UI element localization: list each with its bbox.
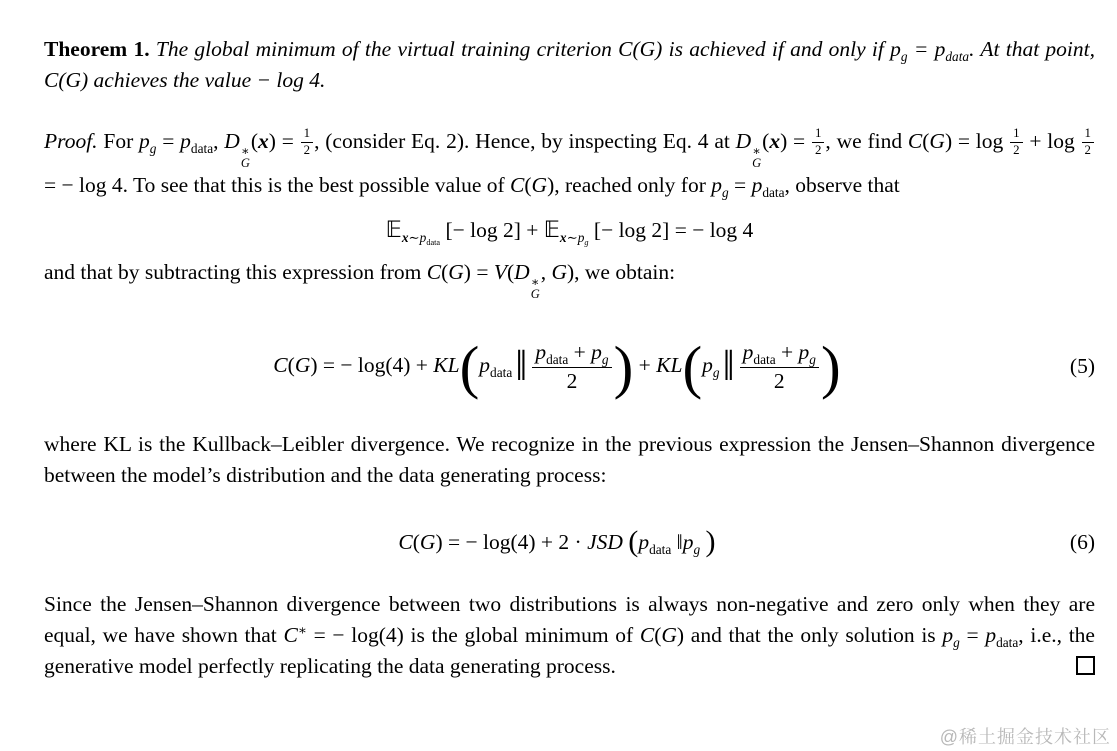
text-run: ): [566, 260, 575, 285]
text-run: The global minimum of the virtual training criterion C(G) is achieved if and only if: [155, 37, 891, 61]
text-run: g: [712, 364, 720, 380]
text-run: [752, 145, 761, 170]
text-run: [559, 229, 589, 248]
text-run: g: [149, 141, 157, 157]
text-run: p: [985, 622, 997, 647]
text-run: (: [922, 129, 930, 154]
text-run: g: [809, 351, 816, 367]
text-run: p: [638, 530, 650, 555]
text-run: ‖: [722, 342, 735, 390]
text-run: x: [401, 229, 409, 245]
text-run: =: [907, 37, 935, 61]
text-run: KL: [433, 352, 460, 377]
text-run: p: [180, 129, 191, 154]
text-run: p: [702, 352, 713, 377]
text-run: ∼: [408, 229, 420, 245]
text-run: 2: [566, 368, 578, 393]
text-run: D: [224, 129, 240, 154]
qed-square: [1076, 656, 1095, 675]
text-run: data: [490, 364, 513, 380]
text-run: [531, 276, 540, 301]
text-run: 1: [303, 126, 311, 140]
subtract-paragraph: [44, 257, 1095, 301]
text-run: g: [900, 49, 908, 65]
text-run: D: [735, 129, 752, 154]
text-run: data: [996, 634, 1019, 650]
text-run: D: [514, 260, 530, 285]
text-run: data: [190, 141, 214, 157]
text-run: (: [628, 524, 639, 559]
text-run: p: [742, 339, 754, 364]
text-run: (: [250, 129, 259, 154]
text-run: ) =: [268, 129, 300, 154]
equation-expectation: [44, 216, 1095, 248]
text-run: 1: [1084, 126, 1091, 140]
text-run: , reached only for: [554, 172, 712, 197]
text-run: 1: [814, 126, 822, 140]
text-run: =: [959, 622, 986, 647]
text-run: g: [601, 351, 609, 367]
text-run: ): [613, 333, 634, 400]
text-run: C: [510, 172, 525, 197]
equation-5-body: [44, 333, 1070, 400]
text-run: C: [273, 352, 288, 377]
equation-6-number: (6): [1069, 530, 1095, 555]
text-run: , we find: [825, 129, 908, 154]
text-run: =: [728, 172, 752, 197]
text-run: ): [820, 333, 841, 400]
text-run: data: [753, 351, 776, 367]
text-run: ) = − log(4) + 2 ·: [435, 530, 588, 555]
text-run: where KL is the Kullback–Leibler divergence. We recognize in the previous expression the Jensen–Shannon divergence between the model’s distribution and the data generating process:: [44, 431, 1095, 487]
text-run: p: [711, 172, 722, 197]
text-run: G: [448, 260, 464, 285]
text-run: JSD: [587, 530, 623, 555]
text-run: 2: [814, 143, 822, 158]
text-run: C: [907, 129, 923, 154]
text-run: (: [506, 260, 515, 285]
text-run: ) = log: [944, 129, 1010, 154]
text-run: G: [551, 260, 567, 285]
text-run: C: [398, 530, 413, 555]
text-run: ): [676, 622, 685, 647]
text-run: ) = − log(4) +: [310, 352, 434, 377]
text-run: G: [661, 622, 677, 647]
text-run: (: [524, 172, 532, 197]
text-run: , (consider Eq. 2). Hence, by inspecting Eq. 4 at: [314, 129, 736, 154]
text-run: 2: [1084, 143, 1091, 158]
text-run: data: [762, 184, 785, 200]
text-run: ): [547, 172, 555, 197]
text-run: [532, 339, 611, 395]
text-run: 𝔼: [385, 216, 402, 243]
text-run: g: [693, 542, 701, 558]
conclusion-paragraph: [44, 589, 1095, 682]
text-run: 1: [1013, 126, 1020, 140]
text-run: G: [240, 156, 250, 171]
text-run: [1010, 126, 1022, 159]
text-run: g: [953, 634, 960, 650]
text-run: , i.e., the generative model perfectly replicating the data generating process.: [44, 622, 1095, 678]
text-run: C: [426, 260, 442, 285]
watermark: @稀土掘金技术社区: [939, 727, 1111, 747]
text-run: p: [934, 37, 946, 61]
text-run: (: [441, 260, 449, 285]
text-run: x: [559, 229, 567, 245]
text-run: [− log 2] +: [440, 217, 544, 242]
text-run: , we obtain:: [574, 260, 676, 285]
text-run: 2: [1013, 143, 1020, 158]
where-kl-paragraph: [44, 429, 1095, 491]
text-run: G: [294, 352, 311, 377]
text-run: [1082, 126, 1094, 159]
text-run: (: [762, 129, 770, 154]
text-run: ∗: [530, 274, 540, 289]
text-run: g: [584, 238, 589, 248]
text-run: and that the only solution is: [684, 622, 943, 647]
text-run: ) =: [463, 260, 494, 285]
text-run: [301, 126, 313, 159]
text-run: p: [479, 352, 491, 377]
text-run: 𝔼: [543, 216, 560, 243]
text-run: p: [942, 622, 954, 647]
text-run: G: [419, 530, 436, 555]
text-run: ‖: [671, 530, 683, 555]
text-run: x: [258, 129, 269, 154]
text-run: Theorem 1.: [44, 37, 150, 61]
text-run: ): [705, 524, 716, 559]
text-run: p: [577, 229, 585, 245]
text-run: ∗: [752, 143, 761, 158]
text-run: ,: [213, 129, 225, 154]
text-run: p: [798, 339, 810, 364]
text-run: = − log(4) is the global minimum of: [306, 622, 640, 647]
text-run: x: [769, 129, 781, 154]
text-run: Proof.: [44, 129, 98, 154]
text-run: data: [945, 49, 970, 65]
equation-5-number: (5): [1069, 354, 1095, 379]
text-run: p: [591, 339, 602, 364]
text-run: ) =: [780, 129, 811, 154]
text-run: (: [654, 622, 662, 647]
text-run: ,: [540, 260, 552, 285]
text-run: p: [139, 129, 150, 154]
text-run: + log: [1023, 129, 1081, 154]
text-run: [740, 339, 819, 395]
text-run: G: [530, 287, 540, 302]
text-run: 2: [303, 143, 311, 158]
text-run: and that by subtracting this expression from: [44, 260, 427, 285]
text-run: , observe that: [784, 172, 900, 197]
text-run: . At that point, C(G) achieves the value − log 4.: [44, 37, 1096, 92]
text-run: =: [156, 129, 181, 154]
theorem-paragraph: [44, 34, 1095, 96]
text-run: C: [639, 622, 655, 647]
proof-paragraph: [44, 126, 1095, 201]
equation-6: [44, 519, 1095, 567]
text-run: KL: [656, 352, 683, 377]
text-run: = − log 4. To see that this is the best possible value of: [44, 172, 511, 197]
text-run: +: [633, 352, 657, 377]
text-run: ∗: [241, 143, 250, 158]
text-run: ∼: [566, 229, 578, 245]
text-run: p: [535, 339, 547, 364]
equation-6-body: [44, 524, 1070, 559]
text-run: data: [426, 238, 441, 248]
text-run: [− log 2] = − log 4: [588, 217, 754, 242]
text-run: p: [890, 37, 901, 61]
text-run: (: [412, 530, 420, 555]
text-run: [401, 229, 441, 248]
equation-5: [44, 323, 1095, 411]
text-run: ∗: [297, 622, 307, 638]
text-run: +: [568, 339, 592, 364]
text-run: C: [283, 622, 298, 647]
text-run: p: [419, 229, 427, 245]
text-run: (: [459, 333, 480, 400]
text-run: [812, 126, 824, 159]
text-run: 2: [773, 368, 785, 393]
text-run: [241, 145, 250, 170]
text-run: G: [531, 172, 548, 197]
text-run: g: [722, 184, 729, 200]
equation-expectation-body: [44, 216, 1095, 248]
text-run: Since the Jensen–Shannon divergence between two distributions is always non-negative and zero only when they are equal, we have shown that: [44, 591, 1095, 647]
text-run: G: [929, 129, 945, 154]
text-run: +: [775, 339, 799, 364]
text-run: data: [546, 351, 569, 367]
text-run: data: [649, 542, 672, 558]
text-run: (: [287, 352, 295, 377]
text-run: p: [751, 172, 763, 197]
text-run: V: [493, 260, 507, 285]
text-run: ‖: [515, 342, 528, 390]
text-run: For: [97, 129, 140, 154]
text-run: (: [682, 333, 703, 400]
text-run: p: [682, 530, 694, 555]
text-run: G: [752, 156, 762, 171]
